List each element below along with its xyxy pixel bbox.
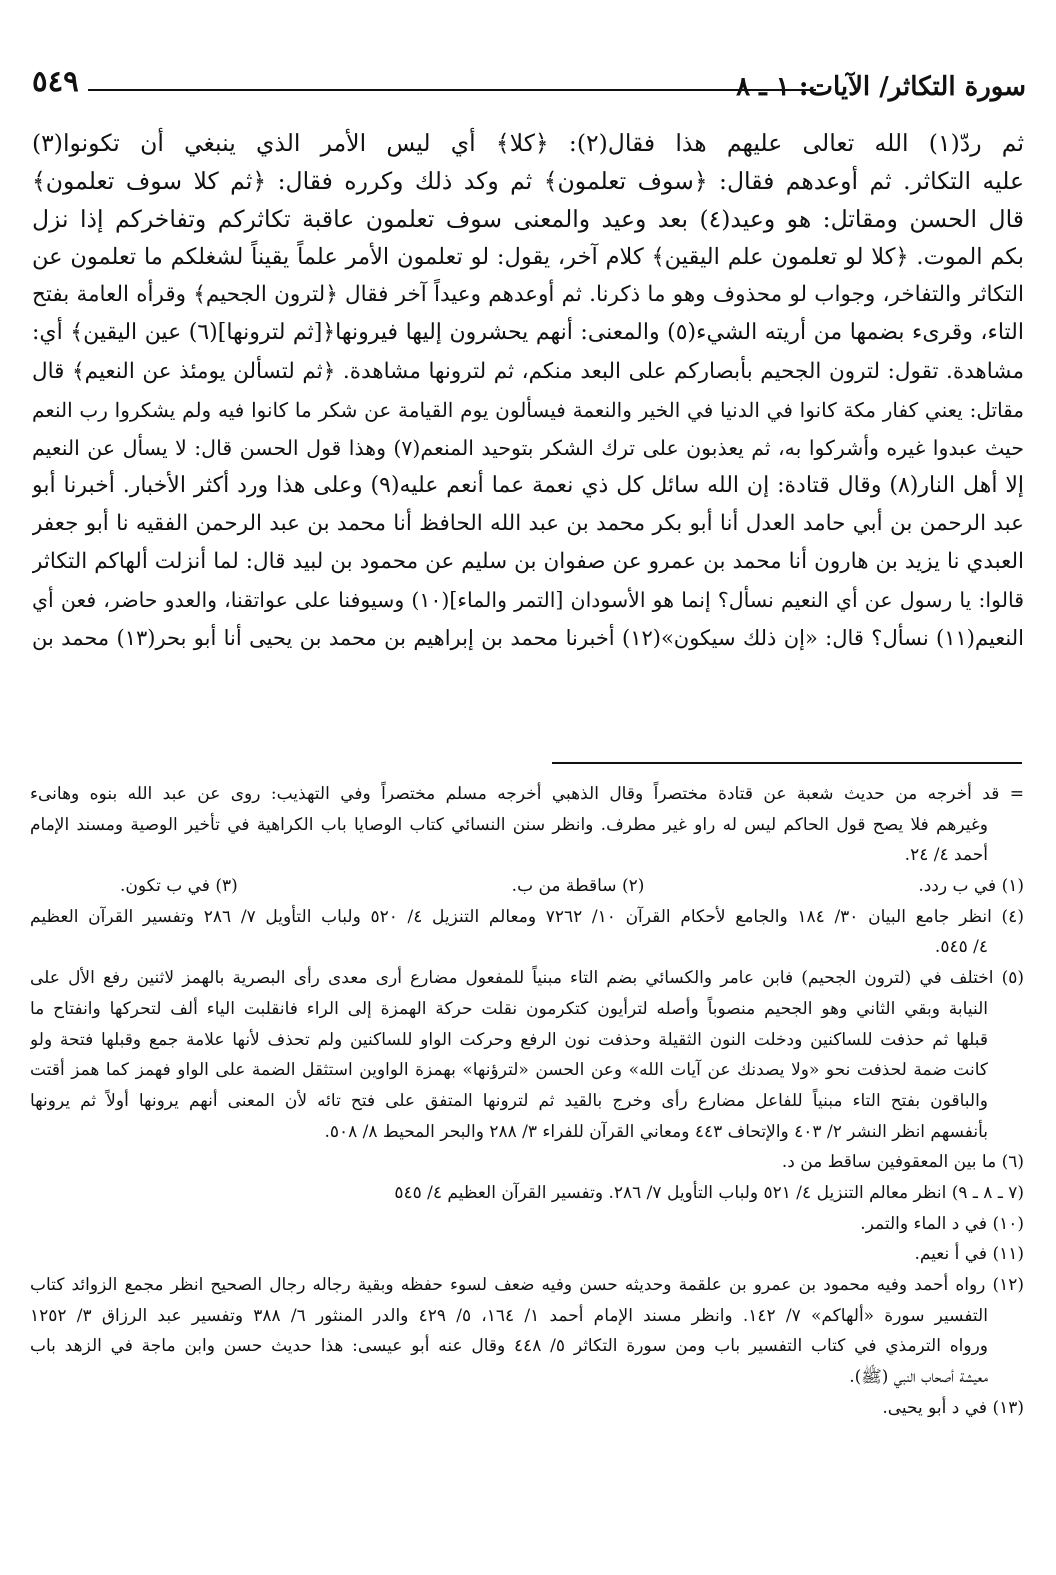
header-rule — [88, 89, 816, 91]
text-line: عليه التكاثر. ثم أوعدهم فقال: ﴿سوف تعلمون﴾ ثم وكد ذلك وكرره فقال: ﴿ثم كلا سوف تعلمون﴾ — [32, 167, 1024, 196]
text-line: مقاتل: يعني كفار مكة كانوا في الدنيا في الخير والنعمة فيسألون يوم القيامة عن شكر ما كانوا فيه ولم يشكروا رب النعم — [32, 397, 1024, 422]
footnote-7-9: (٧ ـ ٨ ـ ٩) انظر معالم التنزيل ٤/ ٥٢١ ولباب التأويل ٧/ ٢٨٦. وتفسير القرآن العظيم ٤/ ٥٤٥ — [394, 1182, 1024, 1203]
footnote-4: ٤/ ٥٤٥. — [934, 937, 988, 958]
footnote-continuation: = قد أخرجه من حديث شعبة عن قتادة مختصراً وقال الذهبي أخرجه مسلم مختصراً وفي التهذيب: روى عن عبد الله بنوه وهانىء — [30, 784, 1024, 804]
footnote-2: (٢) ساقطة من ب. — [511, 876, 645, 897]
footnote-12: ورواه الترمذي في كتاب التفسير باب ومن سورة التكاثر ٥/ ٤٤٨ وقال عنه أبو عيسى: هذا حديث حسن وابن ماجة في الزهد باب — [30, 1336, 988, 1357]
text-line: حيث عبدوا غيره وأشركوا به، ثم يعذبون على ترك الشكر بتوحيد المنعم(٧) وهذا قول الحسن قال: لا يسأل عن النعيم — [32, 435, 1024, 460]
footnote-13: (١٣) في د أبو يحيى. — [882, 1397, 1024, 1418]
footnote-5: النيابة وبقي الثاني وهو الجحيم منصوباً وأصله لترأيون كتكرمون نقلت حركة الهمزة إلى الراء فانقلبت الياء ألف لتحركها وانفتاح ما — [30, 998, 988, 1019]
main-text — [32, 124, 1024, 657]
footnote-10: (١٠) في د الماء والتمر. — [860, 1213, 1024, 1234]
text-line: بكم الموت. ﴿كلا لو تعلمون علم اليقين﴾ كلام آخر، يقول: لو تعلمون الأمر علماً يقيناً لشغلكم ما تعلمون عن — [32, 244, 1024, 271]
text-line: عبد الرحمن بن أبي حامد العدل أنا أبو بكر محمد بن عبد الله الحافظ أنا محمد بن عبد الرحمن الفقيه نا أبو جعفر — [32, 510, 1024, 536]
text-line: إلا أهل النار(٨) وقال قتادة: إن الله سائل كل ذي نعمة عما أنعم عليه(٩) وعلى هذا ورد أكثر الأخبار. أخبرنا أبو — [32, 472, 1024, 498]
text-line: التكاثر والتفاخر، وجواب لو محذوف وهو ما ذكرنا. ثم أوعدهم وعيداً آخر فقال ﴿لترون الجحيم﴾ وقرأه العامة بفتح — [32, 282, 1024, 308]
footnote-1: (١) في ب ردد. — [918, 876, 1024, 897]
footnote-5: والباقون بفتح التاء مبنياً للفاعل مضارع رأى وخرج بالقيد ثم لترونها المتفق على فتح تائه لأن المعنى أنهم يرونها أولاً ثم يرونها — [30, 1090, 988, 1111]
text-line: قال الحسن ومقاتل: هو وعيد(٤) بعد وعيد والمعنى سوف تعلمون عاقبة تكاثركم وتفاخركم إذا نزل — [32, 205, 1024, 234]
footnotes — [30, 779, 1024, 1423]
footnote-3: (٣) في ب تكون. — [120, 876, 238, 897]
text-line: ثم ردّ(١) الله تعالى عليهم هذا فقال(٢): ﴿كلا﴾ أي ليس الأمر الذي ينبغي أن تكونوا(٣) — [32, 129, 1024, 157]
footnote-12: (١٢) رواه أحمد وفيه محمود بن عمرو بن علقمة وحديثه حسن وفيه ضعف لسوء حفظه وبقية رجاله رجال الصحيح انظر مجمع الزوائد كتاب — [30, 1275, 1024, 1295]
text-line: مشاهدة. تقول: لترون الجحيم بأبصاركم على البعد منكم، ثم لترونها مشاهدة. ﴿ثم لتسألن يومئذ عن النعيم﴾ قال — [32, 358, 1024, 384]
footnote-continuation: وغيرهم فلا يصح قول الحاكم ليس له راو غير مطرف. وانظر سنن النسائي كتاب الوصايا باب الكراهية في تأخير الوصية ومسند الإمام — [30, 814, 988, 835]
footnote-5: بأنفسهم انظر النشر ٢/ ٤٠٣ والإتحاف ٤٤٣ ومعاني القرآن للفراء ٣/ ٢٨٨ والبحر المحيط ٨/ ٥٠٨. — [324, 1121, 988, 1142]
footnote-5: كانت ضمة لحذفت نحو «ولا يصدنك عن آيات الله» وعن الحسن «لترؤنها» بهمزة الواوين استثقل الضمة على الواو فهمز كما همز أقتت — [30, 1060, 988, 1081]
footnote-5: قبلها ثم حذفت للساكنين ودخلت النون الثقيلة وحذفت نون الرفع وحركت الواو للساكنين ولم تحذف لأنها علامة جمع وقبلها فتحة ولو — [30, 1029, 988, 1050]
footnote-separator — [552, 762, 1022, 764]
footnote-continuation: أحمد ٤/ ٢٤. — [904, 845, 988, 866]
footnote-11: (١١) في أ نعيم. — [914, 1244, 1024, 1265]
footnote-12: معيشة أصحاب النبي (ﷺ). — [849, 1367, 988, 1388]
footnote-row-1-3 — [30, 871, 1024, 902]
page-number: ٥٤٩ — [32, 64, 79, 98]
text-line: العبدي نا يزيد بن هارون أنا محمد بن عمرو عن صفوان بن سليم عن محمود بن لبيد قال: لما أنزلت ألهاكم التكاثر — [32, 549, 1024, 575]
footnote-4: (٤) انظر جامع البيان ٣٠/ ١٨٤ والجامع لأحكام القرآن ١٠/ ٧٢٦٢ ومعالم التنزيل ٤/ ٥٢٠ ولباب التأويل ٧/ ٢٨٦ وتفسير القرآن العظيم — [30, 906, 1024, 927]
text-line: التاء، وقرىء بضمها من أريته الشيء(٥) والمعنى: أنهم يحشرون إليها فيرونها﴿[ثم لترونها](٦) عين اليقين﴾ أي: — [32, 320, 1024, 346]
page-header — [30, 58, 1026, 110]
footnote-6: (٦) ما بين المعقوفين ساقط من د. — [781, 1152, 1024, 1173]
text-line: النعيم(١١) نسأل؟ قال: «إن ذلك سيكون»(١٢) أخبرنا محمد بن إبراهيم بن محمد بن يحيى أنا أبو بحر(١٣) محمد بن — [32, 626, 1024, 651]
text-line: قالوا: يا رسول عن أي النعيم نسأل؟ إنما هو الأسودان [التمر والماء](١٠) وسيوفنا على عواتقنا، والعدو حاضر، فعن أي — [32, 588, 1024, 613]
footnote-12: التفسير سورة «ألهاكم» ٧/ ١٤٢. وانظر مسند الإمام أحمد ١/ ١٦٤، ٥/ ٤٢٩ والدر المنثور ٦/ ٣٨٨ وتفسير عبد الرزاق ٣/ ١٢٥٢ — [30, 1305, 988, 1326]
footnote-5: (٥) اختلف في (لترون الجحيم) فابن عامر والكسائي بضم التاء مبنياً للمفعول مضارع أرى معدى رأى البصرية بالهمز لاثنين رفع الأل على — [30, 968, 1024, 989]
surah-title: سورة التكاثر/ الآيات: ١ ـ ٨ — [736, 72, 1026, 102]
